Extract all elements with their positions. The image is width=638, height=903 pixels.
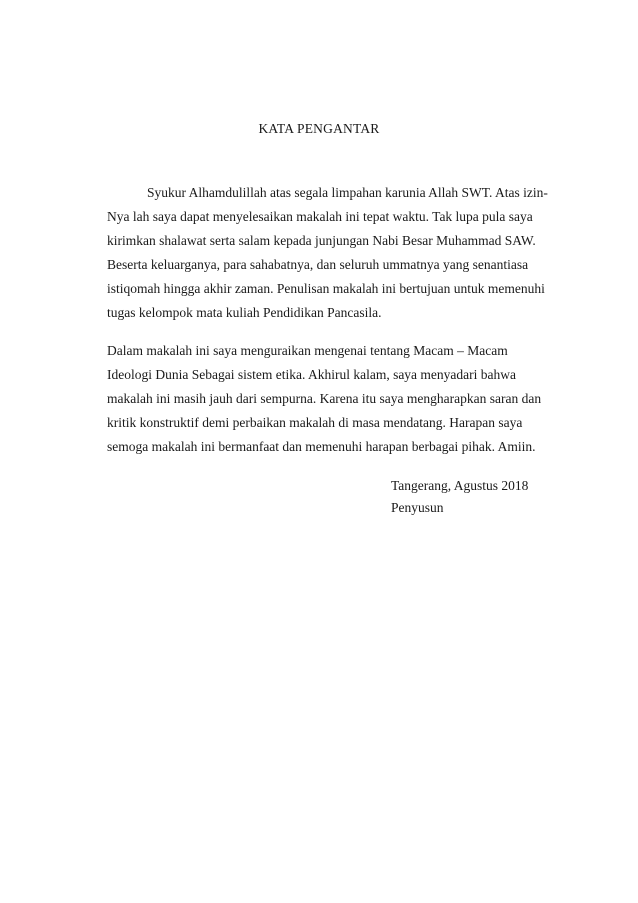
paragraph-line: Dalam makalah ini saya menguraikan mengenai tentang Macam – Macam bbox=[107, 343, 508, 358]
paragraph-line: kritik konstruktif demi perbaikan makalah di masa mendatang. Harapan saya bbox=[107, 415, 523, 430]
paragraph-line: istiqomah hingga akhir zaman. Penulisan makalah ini bertujuan untuk memenuhi bbox=[107, 281, 545, 296]
signature-place-date: Tangerang, Agustus 2018 bbox=[391, 478, 529, 493]
paragraph-line: Syukur Alhamdulillah atas segala limpahan karunia Allah SWT. Atas izin- bbox=[147, 185, 548, 200]
paragraph-line: Nya lah saya dapat menyelesaikan makalah ini tepat waktu. Tak lupa pula saya bbox=[107, 209, 533, 224]
signature-author: Penyusun bbox=[391, 500, 444, 515]
paragraph-line: Beserta keluarganya, para sahabatnya, dan seluruh ummatnya yang senantiasa bbox=[107, 257, 529, 272]
paragraph-line: tugas kelompok mata kuliah Pendidikan Pancasila. bbox=[107, 305, 382, 320]
paragraph-line: kirimkan shalawat serta salam kepada junjungan Nabi Besar Muhammad SAW. bbox=[107, 233, 536, 248]
page-title: KATA PENGANTAR bbox=[258, 121, 380, 136]
paragraph-line: Ideologi Dunia Sebagai sistem etika. Akhirul kalam, saya menyadari bahwa bbox=[107, 367, 517, 382]
paragraph-line: semoga makalah ini bermanfaat dan memenuhi harapan berbagai pihak. Amiin. bbox=[107, 439, 536, 454]
paragraph-line: makalah ini masih jauh dari sempurna. Karena itu saya mengharapkan saran dan bbox=[107, 391, 542, 406]
